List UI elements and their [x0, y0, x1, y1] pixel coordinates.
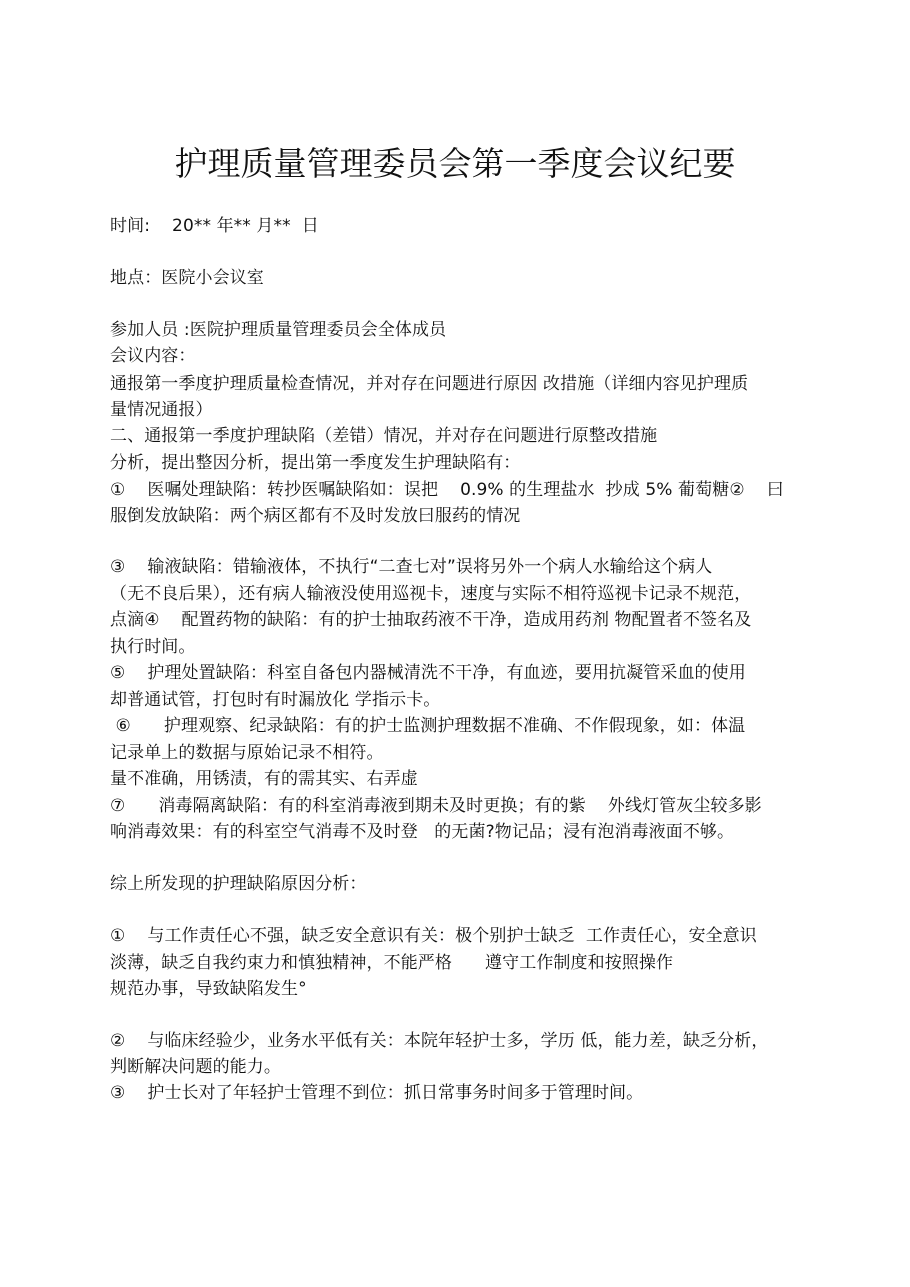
- body-line: 响消毒效果：有的科室空气消毒不及时登 的无菌?物记品；浸有泡消毒液面不够。: [110, 822, 735, 842]
- body-line: 规范办事，导致缺陷发生°: [110, 979, 307, 999]
- body-line: 二、通报第一季度护理缺陷（差错）情况，并对存在问题进行原整改措施: [110, 426, 658, 446]
- body-line: 点滴④ 配置药物的缺陷：有的护士抽取药液不干净，造成用药剂 物配置者不签名及: [110, 610, 752, 630]
- body-line: 服倒发放缺陷：两个病区都有不及时发放曰服药的情况: [110, 506, 521, 526]
- body-line: 却普通试管，打包时有时漏放化 学指示卡。: [110, 690, 441, 710]
- page-title: 护理质量管理委员会第一季度会议纪要: [174, 144, 736, 183]
- body-line: 记录单上的数据与原始记录不相符。: [110, 743, 384, 763]
- meeting-location-line: 地点：医院小会议室: [110, 268, 264, 288]
- body-line: ① 医嘱处理缺陷：转抄医嘱缺陷如：误把 0.9% 的生理盐水 抄成 5% 葡萄糖② 曰: [110, 480, 784, 500]
- body-line: 量情况通报）: [110, 400, 213, 420]
- body-line: ③ 输液缺陷：错输液体，不执行“二查七对”误将另外一个病人水输给这个病人: [110, 557, 713, 577]
- body-line: ③ 护士长对了年轻护士管理不到位：抓日常事务时间多于管理时间。: [110, 1083, 644, 1103]
- body-line: （无不良后果），还有病人输液没使用巡视卡，速度与实际不相符巡视卡记录不规范，: [110, 584, 752, 604]
- body-line: 通报第一季度护理质量检查情况，并对存在问题进行原因 改措施（详细内容见护理质: [110, 374, 749, 394]
- attendees-line: 参加人员 :医院护理质量管理委员会全体成员: [110, 320, 447, 340]
- body-line: ⑥ 护理观察、纪录缺陷：有的护士监测护理数据不准确、不作假现象，如：体温: [110, 716, 746, 736]
- body-line: ① 与工作责任心不强，缺乏安全意识有关：极个别护士缺乏 工作责任心，安全意识: [110, 926, 757, 946]
- body-line: ⑦ 消毒隔离缺陷：有的科室消毒液到期未及时更换；有的紫 外线灯管灰尘较多影: [110, 796, 762, 816]
- body-line: ⑤ 护理处置缺陷：科室自备包内器械清洗不干净，有血迹，要用抗凝管采血的使用: [110, 663, 746, 683]
- body-line: 执行时间。: [110, 637, 196, 657]
- body-line: 判断解决问题的能力。: [110, 1057, 281, 1077]
- body-line: 量不准确，用锈渍，有的需其实、右弄虚: [110, 769, 418, 789]
- analysis-heading: 综上所发现的护理缺陷原因分析：: [110, 874, 367, 894]
- body-line: ② 与临床经验少，业务水平低有关：本院年轻护士多，学历 低，能力差，缺乏分析，: [110, 1031, 769, 1051]
- body-line: 淡薄，缺乏自我约束力和慎独精神，不能严格 遵守工作制度和按照操作: [110, 953, 674, 973]
- meeting-content-heading: 会议内容：: [110, 346, 196, 366]
- body-line: 分析，提出整因分析，提出第一季度发生护理缺陷有：: [110, 453, 521, 473]
- meeting-time-line: 时间: 20** 年** 月** 日: [110, 216, 319, 236]
